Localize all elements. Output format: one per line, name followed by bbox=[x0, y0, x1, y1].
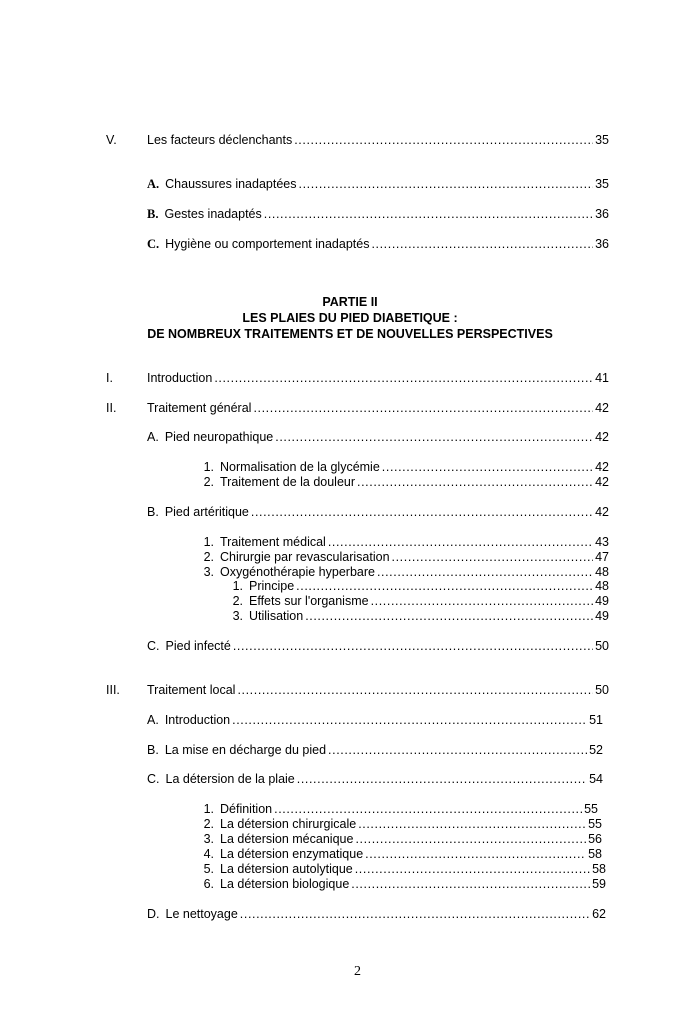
toc-entry-text: Utilisation bbox=[249, 609, 304, 623]
item-number: 3. bbox=[203, 832, 214, 846]
dot-leader bbox=[371, 237, 593, 251]
toc-entry-label bbox=[147, 177, 297, 192]
toc-entry-detersion-chirurgicale[interactable] bbox=[196, 817, 602, 831]
toc-page-number: 50 bbox=[595, 639, 609, 653]
toc-entry-detersion-autolytique[interactable] bbox=[196, 862, 606, 876]
toc-entry-text: Définition bbox=[220, 802, 273, 816]
toc-page-number: 48 bbox=[595, 579, 609, 593]
dot-leader bbox=[328, 535, 593, 549]
item-number: 1. bbox=[232, 579, 243, 593]
dot-leader bbox=[351, 877, 590, 891]
section-letter: B. bbox=[147, 505, 159, 519]
toc-entry-label: Traitement local bbox=[147, 683, 236, 697]
section-letter: B. bbox=[147, 207, 159, 221]
toc-entry-text: Le nettoyage bbox=[165, 907, 238, 921]
toc-entry-introduction[interactable] bbox=[147, 371, 609, 385]
toc-entry-label bbox=[147, 907, 238, 921]
toc-entry-label bbox=[147, 639, 231, 653]
dot-leader bbox=[297, 772, 587, 786]
dot-leader bbox=[233, 639, 593, 653]
toc-entry-label: Les facteurs déclenchants bbox=[147, 133, 293, 147]
toc-entry-label bbox=[147, 430, 273, 444]
toc-entry-utilisation[interactable] bbox=[225, 609, 609, 623]
toc-page-number: 35 bbox=[595, 177, 609, 191]
toc-entry-text: Introduction bbox=[164, 713, 231, 727]
dot-leader bbox=[296, 579, 593, 593]
section-letter: B. bbox=[147, 743, 159, 757]
toc-entry-detersion-biologique[interactable] bbox=[196, 877, 606, 891]
roman-numeral: V. bbox=[106, 133, 117, 147]
toc-entry-text: Normalisation de la glycémie bbox=[220, 460, 380, 474]
toc-entry-detersion[interactable] bbox=[147, 772, 603, 786]
toc-entry-label bbox=[225, 609, 303, 623]
toc-page-number: 54 bbox=[589, 772, 603, 786]
toc-page-number: 42 bbox=[595, 475, 609, 489]
toc-entry-traitement-medical[interactable] bbox=[196, 535, 609, 549]
toc-entry-local-introduction[interactable] bbox=[147, 713, 603, 727]
dot-leader bbox=[264, 207, 593, 221]
toc-entry-pied-neuropathique[interactable] bbox=[147, 430, 609, 444]
toc-entry-douleur[interactable] bbox=[196, 475, 609, 489]
dot-leader bbox=[251, 505, 593, 519]
section-letter: C. bbox=[147, 772, 160, 786]
toc-entry-label bbox=[196, 817, 356, 831]
toc-entry-label bbox=[147, 237, 369, 252]
toc-entry-label: Traitement général bbox=[147, 401, 252, 415]
toc-entry-oxygenotherapie[interactable] bbox=[196, 565, 609, 579]
toc-page-number: 42 bbox=[595, 505, 609, 519]
roman-numeral: I. bbox=[106, 371, 113, 385]
part-title: PARTIE II bbox=[322, 295, 378, 309]
item-number: 1. bbox=[203, 460, 214, 474]
toc-page-number: 51 bbox=[589, 713, 603, 727]
toc-entry-text: Oxygénothérapie hyperbare bbox=[220, 565, 375, 579]
toc-page-number: 59 bbox=[592, 877, 606, 891]
section-letter: A. bbox=[147, 177, 160, 191]
item-number: 2. bbox=[203, 475, 214, 489]
toc-entry-facteurs-declenchants[interactable] bbox=[147, 133, 609, 147]
toc-entry-text: Chaussures inadaptées bbox=[165, 177, 297, 191]
toc-entry-pied-infecte[interactable] bbox=[147, 639, 609, 653]
part-heading bbox=[0, 294, 700, 342]
toc-entry-label bbox=[147, 505, 249, 519]
toc-entry-label bbox=[147, 772, 295, 786]
dot-leader bbox=[392, 550, 594, 564]
toc-entry-label: Introduction bbox=[147, 371, 213, 385]
toc-entry-text: Pied artéritique bbox=[164, 505, 249, 519]
part-subtitle-line2: DE NOMBREUX TRAITEMENTS ET DE NOUVELLES PERSPECTIVES bbox=[147, 327, 553, 341]
dot-leader bbox=[382, 460, 593, 474]
dot-leader bbox=[365, 847, 586, 861]
toc-entry-text: Principe bbox=[249, 579, 295, 593]
toc-page-number: 36 bbox=[595, 237, 609, 251]
toc-entry-hygiene[interactable] bbox=[147, 237, 609, 252]
dot-leader bbox=[294, 133, 593, 147]
item-number: 1. bbox=[203, 535, 214, 549]
item-number: 4. bbox=[203, 847, 214, 861]
toc-page-number: 49 bbox=[595, 594, 609, 608]
toc-entry-mise-en-decharge[interactable] bbox=[147, 743, 603, 757]
toc-entry-label bbox=[196, 847, 363, 861]
item-number: 3. bbox=[203, 565, 214, 579]
toc-entry-text: Hygiène ou comportement inadaptés bbox=[165, 237, 370, 251]
roman-numeral: II. bbox=[106, 401, 117, 415]
dot-leader bbox=[355, 832, 586, 846]
toc-entry-detersion-enzymatique[interactable] bbox=[196, 847, 602, 861]
toc-page-number: 52 bbox=[589, 743, 603, 757]
dot-leader bbox=[275, 430, 593, 444]
toc-entry-label bbox=[196, 535, 326, 549]
page-number: 2 bbox=[354, 964, 361, 979]
toc-page-number: 42 bbox=[595, 430, 609, 444]
toc-page-number: 36 bbox=[595, 207, 609, 221]
toc-page-number: 58 bbox=[592, 862, 606, 876]
toc-entry-text: Traitement médical bbox=[220, 535, 326, 549]
toc-entry-text: Pied neuropathique bbox=[164, 430, 274, 444]
toc-entry-label bbox=[196, 460, 380, 474]
toc-entry-effets[interactable] bbox=[225, 594, 609, 608]
toc-entry-nettoyage[interactable] bbox=[147, 907, 606, 921]
dot-leader bbox=[357, 475, 593, 489]
section-letter: C. bbox=[147, 639, 160, 653]
dot-leader bbox=[237, 683, 593, 697]
section-letter: D. bbox=[147, 907, 160, 921]
toc-entry-text: La détersion mécanique bbox=[220, 832, 354, 846]
toc-page-number: 35 bbox=[595, 133, 609, 147]
toc-entry-gestes[interactable] bbox=[147, 207, 609, 222]
toc-page-number: 48 bbox=[595, 565, 609, 579]
toc-entry-text: Chirurgie par revascularisation bbox=[220, 550, 390, 564]
toc-entry-label bbox=[196, 802, 272, 816]
dot-leader bbox=[274, 802, 582, 816]
toc-entry-label bbox=[225, 579, 294, 593]
item-number: 5. bbox=[203, 862, 214, 876]
toc-entry-pied-arteritique[interactable] bbox=[147, 505, 609, 519]
toc-entry-principe[interactable] bbox=[225, 579, 609, 593]
toc-entry-label bbox=[147, 743, 326, 757]
item-number: 2. bbox=[232, 594, 243, 608]
toc-page-number: 56 bbox=[588, 832, 602, 846]
toc-entry-definition[interactable] bbox=[196, 802, 598, 816]
dot-leader bbox=[371, 594, 594, 608]
toc-page-number: 62 bbox=[592, 907, 606, 921]
item-number: 6. bbox=[203, 877, 214, 891]
toc-entry-traitement-local[interactable] bbox=[147, 683, 609, 697]
roman-numeral: III. bbox=[106, 683, 120, 697]
dot-leader bbox=[328, 743, 587, 757]
toc-page-number: 43 bbox=[595, 535, 609, 549]
toc-page-number: 41 bbox=[595, 371, 609, 385]
dot-leader bbox=[253, 401, 593, 415]
toc-entry-label bbox=[196, 565, 375, 579]
toc-page-number: 49 bbox=[595, 609, 609, 623]
toc-entry-text: Traitement de la douleur bbox=[220, 475, 356, 489]
item-number: 2. bbox=[203, 550, 214, 564]
toc-entry-label bbox=[225, 594, 369, 608]
toc-entry-traitement-general[interactable] bbox=[147, 401, 609, 415]
dot-leader bbox=[377, 565, 593, 579]
toc-entry-chaussures[interactable] bbox=[147, 177, 609, 192]
toc-page-number: 55 bbox=[588, 817, 602, 831]
toc-entry-text: La détersion enzymatique bbox=[220, 847, 364, 861]
toc-entry-text: La mise en décharge du pied bbox=[164, 743, 327, 757]
toc-entry-revascularisation[interactable] bbox=[196, 550, 609, 564]
toc-entry-text: La détersion autolytique bbox=[220, 862, 353, 876]
toc-entry-text: La détersion de la plaie bbox=[165, 772, 295, 786]
toc-page-number: 42 bbox=[595, 460, 609, 474]
toc-entry-text: Gestes inadaptés bbox=[164, 207, 262, 221]
section-letter: C. bbox=[147, 237, 160, 251]
toc-page-number: 55 bbox=[584, 802, 598, 816]
toc-entry-text: La détersion biologique bbox=[220, 877, 350, 891]
toc-entry-label bbox=[196, 475, 355, 489]
toc-entry-label bbox=[147, 207, 262, 222]
item-number: 3. bbox=[232, 609, 243, 623]
toc-entry-glycemie[interactable] bbox=[196, 460, 609, 474]
item-number: 1. bbox=[203, 802, 214, 816]
toc-entry-label bbox=[196, 877, 349, 891]
part-subtitle-line1: LES PLAIES DU PIED DIABETIQUE : bbox=[242, 311, 458, 325]
toc-entry-label bbox=[196, 832, 353, 846]
toc-entry-label bbox=[196, 550, 390, 564]
toc-entry-detersion-mecanique[interactable] bbox=[196, 832, 602, 846]
dot-leader bbox=[299, 177, 594, 191]
toc-page-number: 50 bbox=[595, 683, 609, 697]
toc-entry-text: Effets sur l'organisme bbox=[249, 594, 369, 608]
toc-entry-text: Pied infecté bbox=[165, 639, 231, 653]
dot-leader bbox=[305, 609, 593, 623]
toc-entry-label bbox=[147, 713, 230, 727]
dot-leader bbox=[232, 713, 587, 727]
dot-leader bbox=[214, 371, 593, 385]
toc-page-number: 58 bbox=[588, 847, 602, 861]
toc-page-number: 47 bbox=[595, 550, 609, 564]
section-letter: A. bbox=[147, 430, 159, 444]
toc-page-number: 42 bbox=[595, 401, 609, 415]
dot-leader bbox=[240, 907, 590, 921]
dot-leader bbox=[355, 862, 590, 876]
item-number: 2. bbox=[203, 817, 214, 831]
toc-entry-text: La détersion chirurgicale bbox=[220, 817, 357, 831]
dot-leader bbox=[358, 817, 586, 831]
toc-entry-label bbox=[196, 862, 353, 876]
section-letter: A. bbox=[147, 713, 159, 727]
